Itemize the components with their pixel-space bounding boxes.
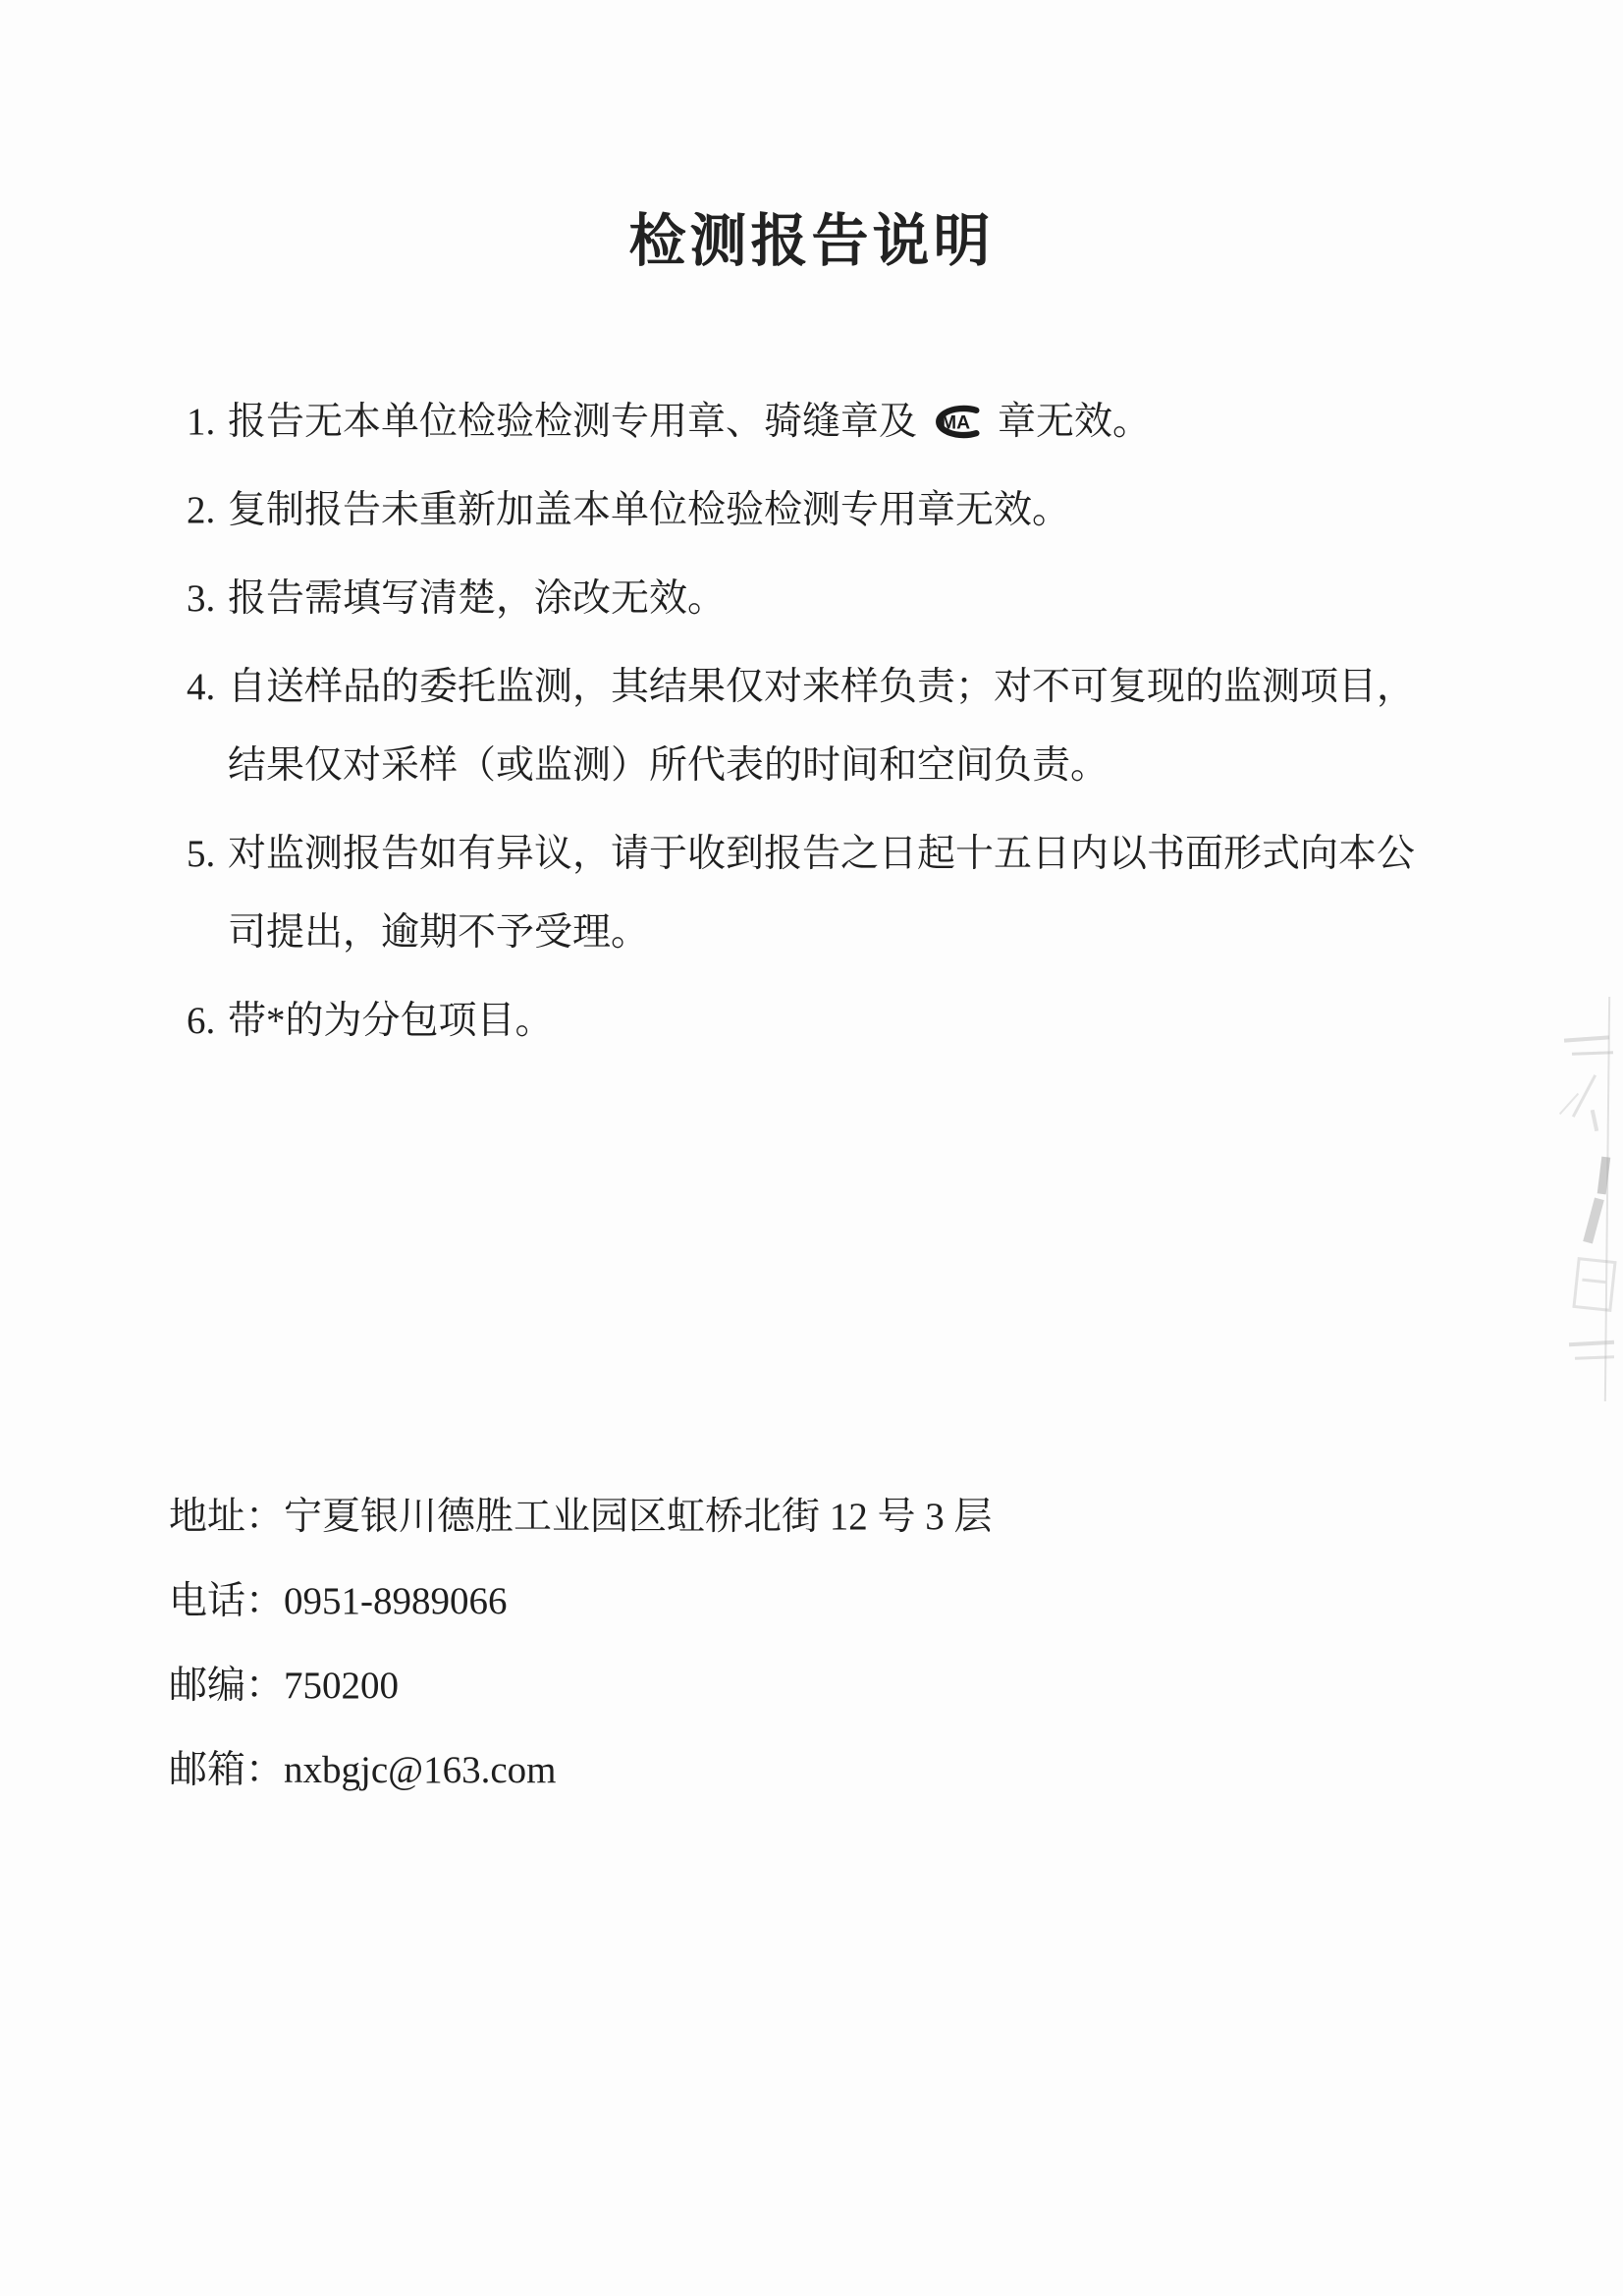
- list-item-text: 报告无本单位检验检测专用章、骑缝章及: [228, 401, 918, 443]
- contact-address-line: [169, 1475, 1249, 1559]
- phone-value: 0951-8989066: [284, 1580, 508, 1622]
- list-item: [187, 982, 1443, 1061]
- contact-phone-line: [169, 1559, 1249, 1644]
- list-item-text: 报告需填写清楚，涂改无效。: [228, 577, 727, 620]
- list-item-number: 2.: [187, 489, 216, 531]
- list-item-number: 3.: [187, 577, 216, 620]
- scan-artifact: [1564, 1035, 1609, 1042]
- list-item: [187, 648, 1443, 805]
- list-item-number: 5.: [187, 833, 216, 875]
- list-item-number: 4.: [187, 666, 216, 708]
- cma-certification-icon: [927, 403, 988, 441]
- list-item: [187, 560, 1443, 638]
- list-item: [187, 815, 1443, 972]
- scan-artifact: [1572, 1257, 1616, 1312]
- list-item-text: 复制报告未重新加盖本单位检验检测专用章无效。: [228, 489, 1071, 531]
- list-item: [187, 383, 1443, 462]
- scan-artifact: [1583, 1197, 1604, 1243]
- report-notes-list: [187, 383, 1443, 1070]
- zip-value: 750200: [284, 1665, 400, 1707]
- address-label: 地址：: [169, 1496, 285, 1538]
- scan-artifact: [1569, 1340, 1614, 1346]
- list-item-text: 章无效。: [998, 401, 1152, 443]
- phone-label: 电话：: [169, 1580, 285, 1622]
- zip-label: 邮编：: [169, 1665, 285, 1707]
- contact-info: [169, 1475, 1249, 1813]
- list-item-text: 带*的为分包项目。: [228, 1000, 554, 1042]
- contact-zip-line: [169, 1644, 1249, 1728]
- address-value: 宁夏银川德胜工业园区虹桥北街 12 号 3 层: [284, 1496, 993, 1538]
- scan-artifact: [1591, 1110, 1598, 1131]
- svg-text:MA: MA: [941, 411, 971, 434]
- list-item-text: 自送样品的委托监测，其结果仅对来样负责；对不可复现的监测项目，结果仅对采样（或监测）所代表的时间和空间负责。: [228, 666, 1416, 787]
- email-value: nxbgjc@163.com: [284, 1749, 557, 1791]
- page-title: 检测报告说明: [628, 209, 995, 273]
- contact-email-line: [169, 1728, 1249, 1813]
- list-item: [187, 471, 1443, 550]
- list-item-number: 6.: [187, 1000, 216, 1042]
- email-label: 邮箱：: [169, 1749, 285, 1791]
- list-item-text: 对监测报告如有异议，请于收到报告之日起十五日内以书面形式向本公司提出，逾期不予受理。: [228, 833, 1416, 954]
- scan-artifact: [1575, 1355, 1614, 1359]
- list-item-number: 1.: [187, 401, 216, 443]
